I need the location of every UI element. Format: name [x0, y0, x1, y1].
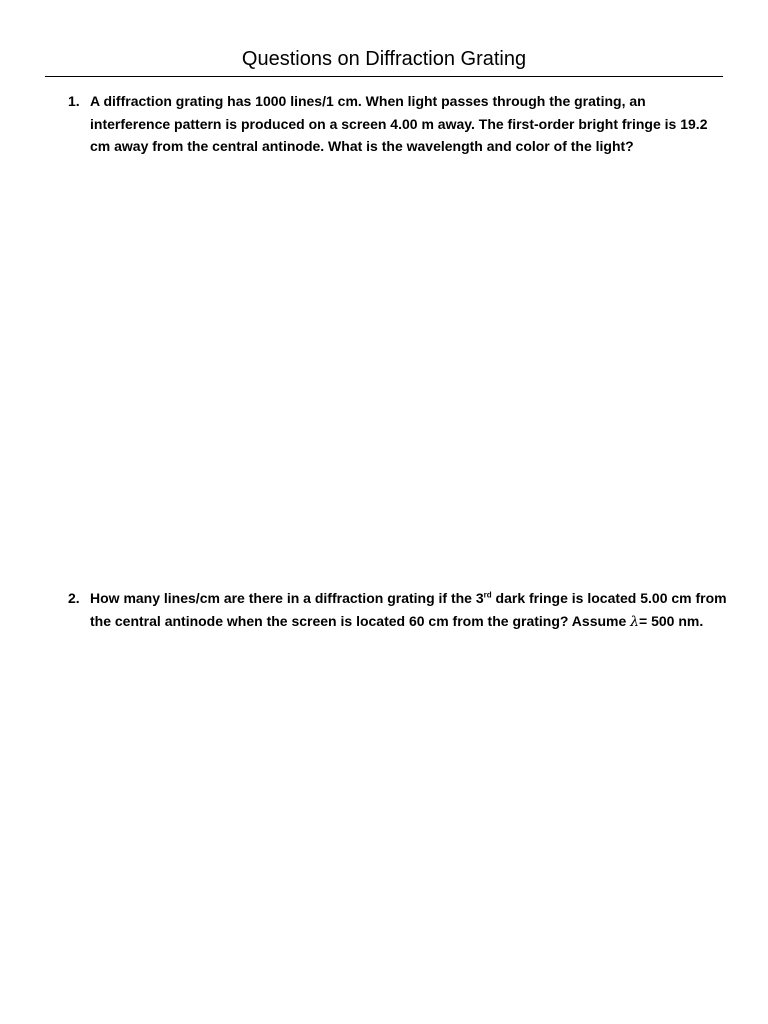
question-1-text: A diffraction grating has 1000 lines/1 cm. When light passes through the grating, an interference pattern is produced on a screen 4.00 m away. The first-order bright fringe is 19.2 cm away from the central antinode. What is the wavelength and color of the light?: [90, 93, 708, 154]
ordinal-superscript: rd: [483, 590, 492, 600]
title-divider: [45, 76, 723, 77]
question-2-text: [90, 587, 728, 633]
question-2: [68, 587, 728, 633]
question-2-text-part2: dark fringe is located 5.00 cm from the central antinode when the screen is located 60 cm from the grating? Assume: [90, 590, 727, 629]
question-2-text-part3: = 500 nm.: [639, 612, 704, 629]
question-1: [68, 90, 728, 158]
lambda-symbol: λ: [630, 613, 640, 630]
question-2-text-part1: How many lines/cm are there in a diffraction grating if the 3: [90, 590, 484, 606]
page-title: Questions on Diffraction Grating: [241, 48, 527, 70]
question-1-number: 1.: [68, 93, 80, 109]
question-2-number: 2.: [68, 590, 80, 606]
